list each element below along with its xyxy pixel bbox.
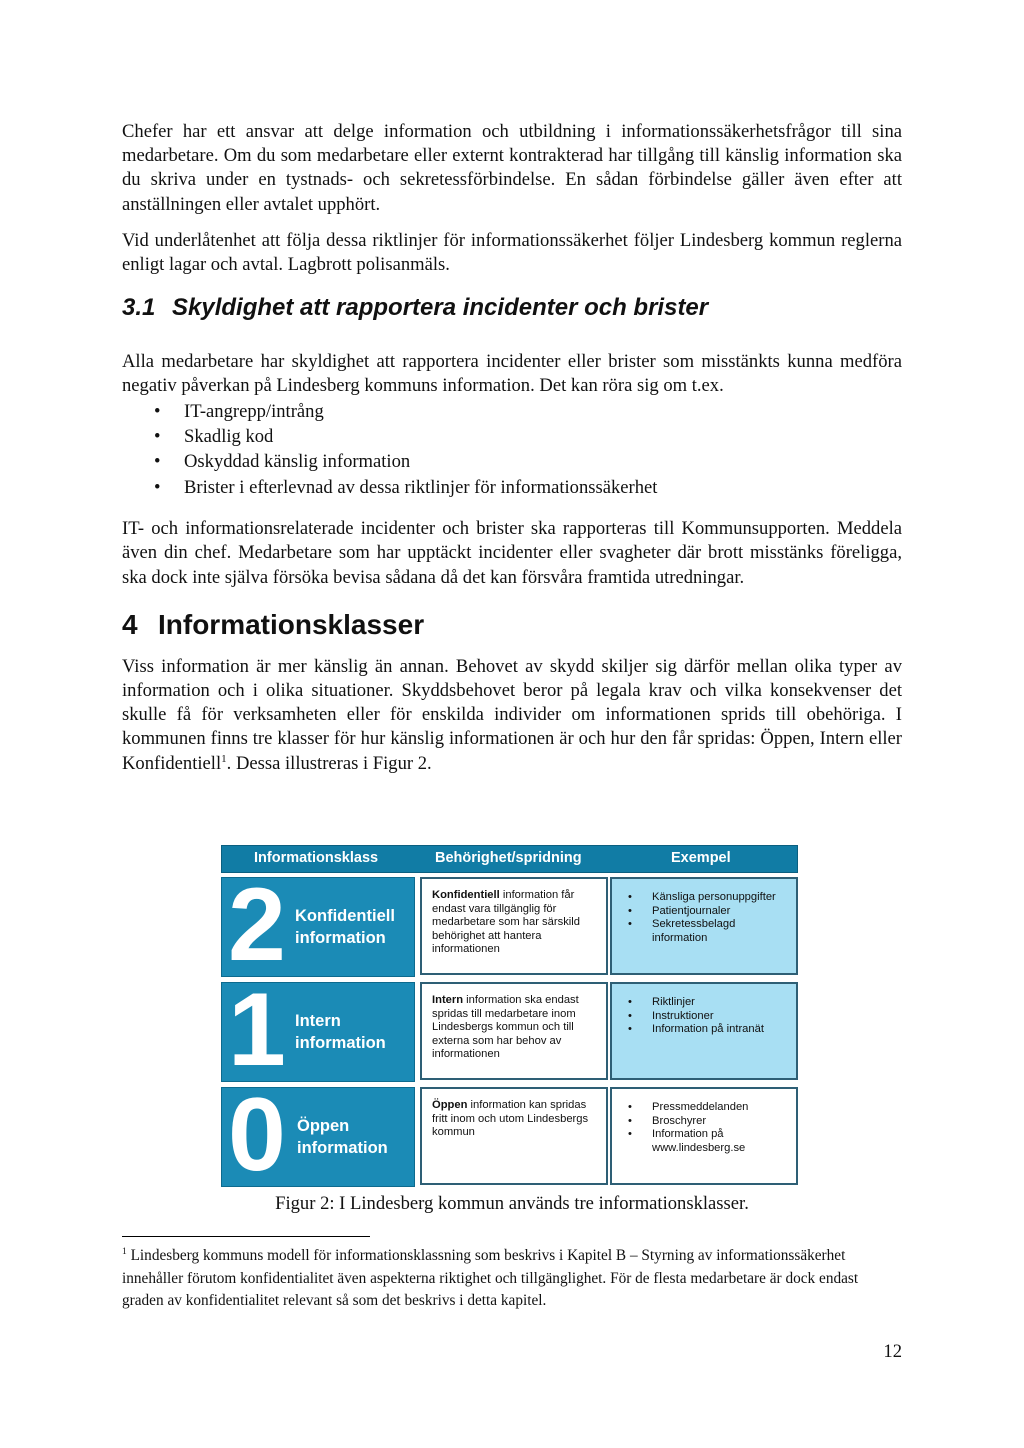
footnote-divider [122, 1236, 370, 1237]
bullet-icon: • [154, 451, 161, 473]
class-digit: 0 [228, 1087, 286, 1187]
list-item: • Instruktioner [628, 1009, 714, 1022]
class-name: Konfidentiell information [295, 907, 395, 947]
bullet-icon: • [628, 996, 632, 1008]
list-item: • Skadlig kod [122, 424, 902, 449]
section-number: 4 [122, 608, 138, 640]
class-row-open [221, 1087, 798, 1187]
information-class-figure [221, 845, 798, 1187]
list-item: • Riktlinjer [628, 996, 695, 1008]
header-examples: Exempel [671, 850, 731, 866]
class-box [221, 877, 415, 977]
header-information-class: Informationsklass [254, 850, 379, 866]
paragraph-violations: Vid underlåtenhet att följa dessa riktlinjer för informationssäkerhet följer Lindesberg kommun reglerna enligt lagar och avtal. Lagbrott polisanmäls. [122, 229, 902, 276]
class-name: Öppen information [297, 1117, 388, 1157]
paragraph-report-instructions: IT- och informationsrelaterade incidenter och brister ska rapporteras till Kommunsupporten. Meddela även din chef. Medarbetare som har upptäckt incidenter eller svagheter där brott misstänks föreligga, ska dock inte själva försöka bevisa sådana då det kan försvåra framtida utredningar. [122, 518, 902, 588]
class-name: Intern information [295, 1012, 386, 1052]
list-item: • Broschyrer [628, 1114, 707, 1127]
examples-cell [610, 1087, 798, 1185]
bullet-icon: • [628, 891, 632, 903]
paragraph-confidentiality: Chefer har ett ansvar att delge information och utbildning i informationssäkerhetsfrågor till sina medarbetare. Om du som medarbetare eller externt kontrakterad har tillgång till känslig information ska du skriva under en tystnads- och sekretessförbindelse. En sådan förbindelse gäller även efter att anställningen eller avtalet upphört. [122, 121, 902, 215]
section-number: 3.1 [122, 294, 156, 322]
paragraph-information-classes: Viss information är mer känslig än annan. Behovet av skydd skiljer sig därför mellan olika typer av information och i olika situationer. Skyddsbehovet beror på legala krav och vilka konsekvenser det skulle få för verksamheten eller för enskilda individer om informationen sprids till obehöriga. I kommunen finns tre klasser för hur känslig informationen är och hur den får spridas: Öppen, Intern eller Konfidentiell$^1$. Dessa illustreras i Figur 2. [122, 655, 902, 774]
bullet-icon: • [154, 400, 161, 422]
examples-cell [610, 877, 798, 975]
footnote-reference[interactable]: 1 [221, 752, 227, 765]
list-item: • Information på intranät [628, 1023, 764, 1036]
bullet-icon: • [154, 476, 161, 498]
list-item: • Brister i efterlevnad av dessa riktlinjer för informationssäkerhet [122, 475, 902, 500]
class-box [221, 1087, 415, 1187]
bullet-icon: • [628, 904, 632, 917]
list-item: • Pressmeddelanden [628, 1101, 749, 1113]
footnote-marker: 1 [122, 1246, 127, 1257]
section-heading-4 [122, 608, 902, 642]
page-content [122, 120, 902, 776]
bullet-icon: • [154, 426, 161, 448]
paragraph-report-intro: Alla medarbetare har skyldighet att rapportera incidenter eller brister som misstänkts kunna medföra negativ påverkan på Lindesberg kommuns information. Det kan röra sig om t.ex. [122, 351, 902, 397]
list-item: • Oskyddad känslig information [122, 449, 902, 474]
list-item: • Sekretessbelagd information [628, 918, 736, 944]
class-digit: 1 [228, 982, 286, 1082]
list-item: • Information på www.lindesberg.se [628, 1128, 746, 1154]
footnote: $^1$ Lindesberg kommuns modell för informationsklassning som beskrivs i Kapitel B – Styrning av informationssäkerhet innehåller förutom konfidentialitet även aspekterna riktighet och tillgänglighet. För de flesta medarbetare är dock endast graden av konfidentialitet relevant så som det beskrivs i detta kapitel. [122, 1246, 859, 1309]
page-number: 12 [883, 1341, 902, 1362]
incident-list [122, 399, 902, 501]
class-digit: 2 [228, 877, 286, 977]
section-title: Skyldighet att rapportera incidenter och brister [172, 294, 709, 322]
authorization-cell: Konfidentiell information får endast vara tillgänglig för medarbetare som har särskild behörighet att hantera informationen [420, 877, 608, 975]
list-item: • Patientjournaler [628, 904, 731, 917]
bullet-icon: • [628, 1009, 632, 1022]
section-heading-3-1 [122, 293, 902, 323]
figure-header [221, 845, 798, 873]
figure-caption: Figur 2: I Lindesberg kommun används tre informationsklasser. [275, 1193, 749, 1214]
class-box [221, 982, 415, 1082]
authorization-cell: Öppen information kan spridas fritt inom och utom Lindesbergs kommun [420, 1087, 608, 1185]
section-title: Informationsklasser [158, 608, 425, 640]
bullet-icon: • [628, 1128, 632, 1141]
bullet-icon: • [628, 918, 632, 931]
header-authorization: Behörighet/spridning [435, 850, 582, 866]
authorization-cell: Intern information ska endast spridas till medarbetare inom Lindesbergs kommun och till externa som har behov av informationen [420, 982, 608, 1080]
bullet-icon: • [628, 1114, 632, 1127]
class-row-internal [221, 982, 798, 1082]
list-item: • Känsliga personuppgifter [628, 891, 776, 903]
class-row-confidential [221, 877, 798, 977]
list-item: • IT-angrepp/intrång [122, 399, 902, 424]
bullet-icon: • [628, 1023, 632, 1036]
bullet-icon: • [628, 1101, 632, 1113]
examples-cell [610, 982, 798, 1080]
